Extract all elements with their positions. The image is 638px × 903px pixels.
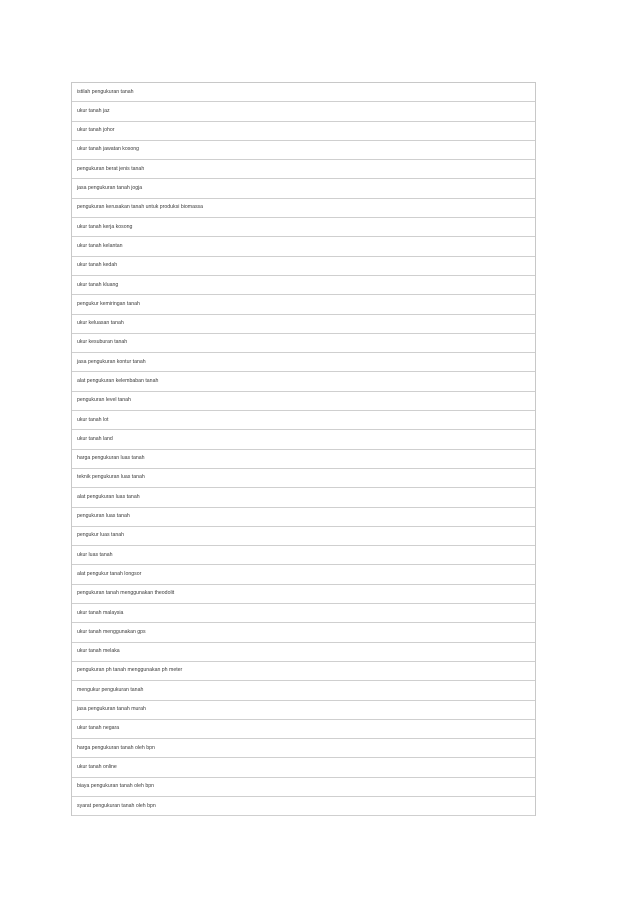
row-text: syarat pengukuran tanah oleh bpn [77,802,156,809]
row-text: ukur tanah johor [77,127,115,134]
row-text: pengukuran level tanah [77,397,131,404]
row-text: pengukuran ph tanah menggunakan ph meter [77,667,183,674]
table-row [72,604,535,623]
table-row [72,469,535,488]
table-row [72,372,535,391]
row-text: pengukuran luas tanah [77,513,130,520]
table-row [72,102,535,121]
row-text: ukur tanah menggunakan gps [77,628,146,635]
table-row [72,508,535,527]
keyword-table [71,82,536,816]
row-text: pengukuran tanah menggunakan theodolit [77,590,175,597]
row-text: jasa pengukuran kontur tanah [77,358,146,365]
table-row [72,565,535,584]
row-text: ukur tanah malaysia [77,609,124,616]
row-text: ukur tanah jaz [77,107,110,114]
row-text: ukur keluasan tanah [77,320,124,327]
table-row [72,237,535,256]
table-row [72,411,535,430]
row-text: harga pengukuran luas tanah [77,455,145,462]
row-text: pengukur luas tanah [77,532,125,539]
row-text: istilah pengukuran tanah [77,88,134,95]
row-text: ukur tanah jawatan kosong [77,146,140,153]
row-text: mengukur pengukuran tanah [77,686,144,693]
row-text: ukur tanah kerja kosong [77,223,133,230]
table-row [72,681,535,700]
table-row [72,392,535,411]
table-row [72,83,535,102]
row-text: harga pengukuran tanah oleh bpn [77,744,155,751]
table-row [72,315,535,334]
row-text: teknik pengukuran luas tanah [77,474,145,481]
row-text: alat pengukur tanah longsor [77,570,142,577]
row-text: pengukur kemiringan tanah [77,300,140,307]
table-row [72,797,535,816]
table-row [72,527,535,546]
table-row [72,450,535,469]
table-row [72,643,535,662]
row-text: ukur kesuburan tanah [77,339,128,346]
table-row [72,758,535,777]
row-text: pengukuran berat jenis tanah [77,165,145,172]
row-text: ukur tanah kelantan [77,242,123,249]
row-text: alat pengukuran kelembaban tanah [77,378,159,384]
table-row [72,334,535,353]
row-text: ukur tanah land [77,435,113,442]
table-row [72,701,535,720]
table-row [72,585,535,604]
row-text: ukur tanah kedah [77,262,118,269]
table-row [72,778,535,797]
row-text: ukur tanah melaka [77,648,120,655]
table-row [72,199,535,218]
table-row [72,720,535,739]
row-text: ukur tanah lot [77,416,109,423]
row-text: ukur tanah online [77,763,117,770]
table-row [72,662,535,681]
table-row [72,276,535,295]
table-row [72,739,535,758]
table-row [72,546,535,565]
table-row [72,353,535,372]
table-row [72,430,535,449]
table-row [72,122,535,141]
table-row [72,295,535,314]
row-text: ukur luas tanah [77,551,113,558]
table-row [72,488,535,507]
row-text: jasa pengukuran tanah jogja [77,185,143,192]
table-row [72,179,535,198]
row-text: alat pengukuran luas tanah [77,493,140,500]
row-text: ukur tanah negara [77,725,120,732]
table-row [72,257,535,276]
row-text: biaya pengukuran tanah oleh bpn [77,783,155,790]
row-text: pengukuran kerusakan tanah untuk produksi biomassa [77,204,204,211]
table-row [72,218,535,237]
table-row [72,141,535,160]
table-row [72,623,535,642]
row-text: ukur tanah kluang [77,281,119,288]
row-text: jasa pengukuran tanah murah [77,706,146,713]
table-row [72,160,535,179]
